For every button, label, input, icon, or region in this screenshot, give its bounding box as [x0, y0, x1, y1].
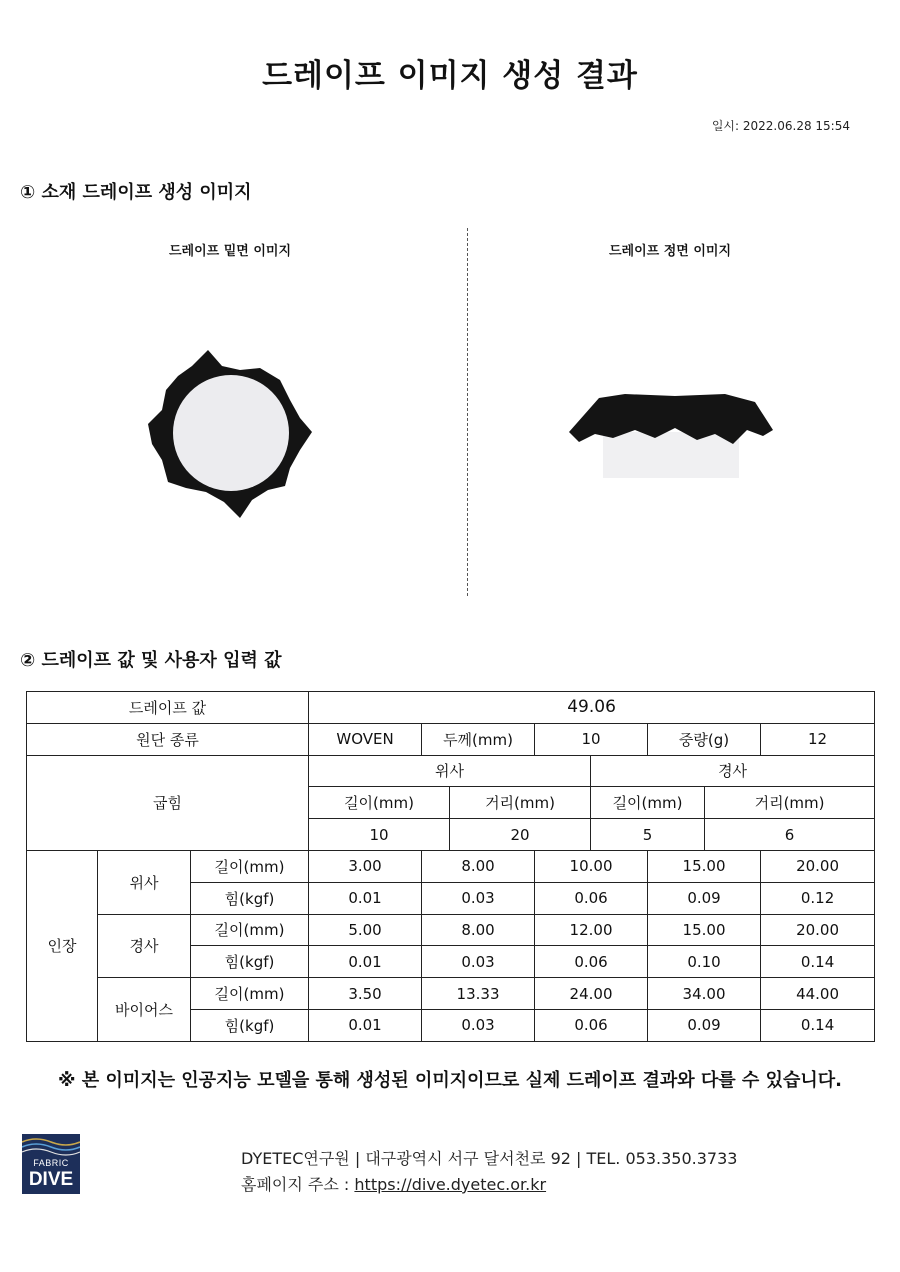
bending-warp-label: 경사 — [591, 755, 875, 787]
bending-label: 굽힘 — [27, 755, 309, 850]
tensile-force-label: 힘(kgf) — [191, 882, 309, 914]
table-cell: 13.33 — [422, 978, 535, 1010]
drape-value: 49.06 — [309, 692, 875, 724]
table-cell: 8.00 — [422, 914, 535, 946]
bending-weft-length-label: 길이(mm) — [309, 787, 450, 819]
drape-front-caption: 드레이프 정면 이미지 — [608, 244, 732, 259]
table-cell: 0.14 — [761, 1009, 875, 1041]
tensile-length-label: 길이(mm) — [191, 978, 309, 1010]
table-cell: 12.00 — [535, 914, 648, 946]
fabric-type-label: 원단 종류 — [27, 723, 309, 755]
weight-label: 중량(g) — [648, 723, 761, 755]
table-cell: 5.00 — [309, 914, 422, 946]
tensile-group-name: 경사 — [98, 914, 191, 978]
table-row — [27, 755, 875, 787]
table-row — [27, 723, 875, 755]
weight-value: 12 — [761, 723, 875, 755]
homepage-link[interactable]: https://dive.dyetec.or.kr — [354, 1175, 547, 1194]
bending-warp-distance-label: 거리(mm) — [705, 787, 875, 819]
table-cell: 0.06 — [535, 946, 648, 978]
table-cell: 0.01 — [309, 1009, 422, 1041]
table-cell: 44.00 — [761, 978, 875, 1010]
tensile-length-label: 길이(mm) — [191, 850, 309, 882]
logo-text-fabric: FABRIC — [33, 1158, 69, 1168]
table-cell: 0.01 — [309, 946, 422, 978]
section-heading-images: ① 소재 드레이프 생성 이미지 — [20, 182, 252, 203]
table-cell: 0.03 — [422, 882, 535, 914]
table-row — [27, 978, 875, 1010]
table-cell: 20.00 — [761, 914, 875, 946]
table-cell: 0.01 — [309, 882, 422, 914]
table-cell: 3.00 — [309, 850, 422, 882]
footer-homepage — [241, 1172, 546, 1195]
drape-bottom-caption: 드레이프 밑면 이미지 — [168, 244, 292, 259]
table-cell: 0.10 — [648, 946, 761, 978]
table-cell: 34.00 — [648, 978, 761, 1010]
tensile-group-name: 바이어스 — [98, 978, 191, 1042]
table-cell: 0.03 — [422, 946, 535, 978]
bending-weft-distance: 20 — [450, 819, 591, 851]
bending-weft-length: 10 — [309, 819, 450, 851]
drape-values-table — [26, 691, 875, 1042]
fabric-type-value: WOVEN — [309, 723, 422, 755]
section-heading-values: ② 드레이프 값 및 사용자 입력 값 — [20, 650, 282, 671]
bending-weft-label: 위사 — [309, 755, 591, 787]
table-cell: 15.00 — [648, 850, 761, 882]
bending-warp-distance: 6 — [705, 819, 875, 851]
drape-front-base — [603, 432, 739, 478]
tensile-force-label: 힘(kgf) — [191, 1009, 309, 1041]
table-cell: 0.09 — [648, 1009, 761, 1041]
table-cell: 0.03 — [422, 1009, 535, 1041]
drape-front-image — [565, 390, 780, 485]
table-cell: 0.09 — [648, 882, 761, 914]
tensile-length-label: 길이(mm) — [191, 914, 309, 946]
fabric-dive-logo — [22, 1134, 80, 1194]
logo-text-dive: DIVE — [28, 1169, 74, 1190]
bending-warp-length: 5 — [591, 819, 705, 851]
table-cell: 10.00 — [535, 850, 648, 882]
table-cell: 0.14 — [761, 946, 875, 978]
table-cell: 0.06 — [535, 1009, 648, 1041]
drape-bottom-disc — [173, 375, 289, 491]
tensile-label: 인장 — [27, 850, 98, 1041]
footer-address: DYETEC연구원 | 대구광역시 서구 달서천로 92 | TEL. 053.350.3733 — [241, 1149, 738, 1168]
homepage-label: 홈페이지 주소 : — [241, 1175, 350, 1194]
thickness-value: 10 — [535, 723, 648, 755]
table-cell: 3.50 — [309, 978, 422, 1010]
drape-bottom-image — [140, 340, 320, 525]
thickness-label: 두께(mm) — [422, 723, 535, 755]
table-cell: 24.00 — [535, 978, 648, 1010]
table-cell: 15.00 — [648, 914, 761, 946]
table-row — [27, 692, 875, 724]
drape-value-label: 드레이프 값 — [27, 692, 309, 724]
table-cell: 0.12 — [761, 882, 875, 914]
image-divider — [467, 228, 468, 596]
tensile-force-label: 힘(kgf) — [191, 946, 309, 978]
bending-warp-length-label: 길이(mm) — [591, 787, 705, 819]
table-cell: 20.00 — [761, 850, 875, 882]
table-row — [27, 850, 875, 882]
disclaimer-notice: ※ 본 이미지는 인공지능 모델을 통해 생성된 이미지이므로 실제 드레이프 결과와 다를 수 있습니다. — [58, 1070, 842, 1091]
logo-waves-icon — [22, 1134, 80, 1158]
table-row — [27, 914, 875, 946]
page-title: 드레이프 이미지 생성 결과 — [262, 58, 638, 94]
tensile-group-name: 위사 — [98, 850, 191, 914]
table-cell: 0.06 — [535, 882, 648, 914]
generated-date: 일시: 2022.06.28 15:54 — [711, 119, 850, 133]
bending-weft-distance-label: 거리(mm) — [450, 787, 591, 819]
table-cell: 8.00 — [422, 850, 535, 882]
